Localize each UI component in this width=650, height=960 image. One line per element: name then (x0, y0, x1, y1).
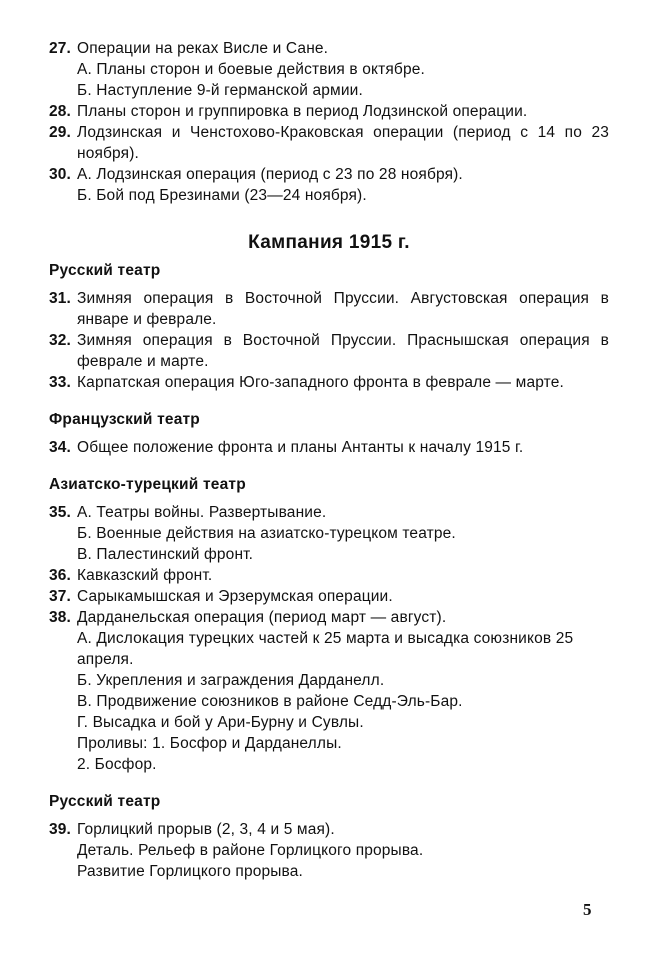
item-number: 32. (49, 332, 71, 349)
list-item-28 (49, 101, 609, 122)
document-page (49, 38, 609, 882)
item-text: Зимняя операция в Восточной Пруссии. Августовская операция в январе и феврале. (77, 290, 609, 328)
sub-item: Развитие Горлицкого прорыва. (77, 863, 303, 880)
item-number: 34. (49, 439, 71, 456)
list-item-33 (49, 372, 609, 393)
items-39 (49, 819, 609, 882)
sub-item: Проливы: 1. Босфор и Дарданеллы. (77, 735, 342, 752)
sub-item: 2. Босфор. (77, 756, 157, 773)
section-title-russian-theater-2: Русский театр (49, 793, 161, 810)
item-text: А. Лодзинская операция (период с 23 по 28 ноября). (77, 166, 463, 183)
item-text: Зимняя операция в Восточной Пруссии. Праснышская операция в феврале и марте. (77, 332, 609, 370)
item-number: 31. (49, 290, 71, 307)
section-title-asian-turkish-theater: Азиатско-турецкий театр (49, 476, 246, 493)
sub-item: Б. Наступление 9-й германской армии. (77, 82, 363, 99)
items-31-33 (49, 288, 609, 393)
item-text: Планы сторон и группировка в период Лодзинской операции. (77, 103, 528, 120)
item-text: Операции на реках Висле и Сане. (77, 40, 329, 57)
list-item-38 (49, 607, 609, 628)
item-number: 35. (49, 504, 71, 521)
list-item-34 (49, 437, 609, 458)
sub-item: Б. Военные действия на азиатско-турецком театре. (77, 525, 456, 542)
list-item-39 (49, 819, 609, 840)
item-number: 28. (49, 103, 71, 120)
item-number: 39. (49, 821, 71, 838)
item-text: Кавказский фронт. (77, 567, 213, 584)
item-number: 36. (49, 567, 71, 584)
sub-item: Б. Укрепления и заграждения Дарданелл. (77, 672, 385, 689)
sub-item: Б. Бой под Брезинами (23—24 ноября). (77, 187, 367, 204)
item-number: 38. (49, 609, 71, 626)
sub-item: А. Планы сторон и боевые действия в октябре. (77, 61, 425, 78)
item-text: А. Театры войны. Развертывание. (77, 504, 327, 521)
items-35-38 (49, 502, 609, 775)
item-number: 33. (49, 374, 71, 391)
sub-item: Деталь. Рельеф в районе Горлицкого прорыва. (77, 842, 424, 859)
list-item-37 (49, 586, 609, 607)
item-number: 29. (49, 124, 71, 141)
item-text: Общее положение фронта и планы Антанты к началу 1915 г. (77, 439, 524, 456)
item-text: Сарыкамышская и Эрзерумская операции. (77, 588, 393, 605)
list-item-29 (49, 122, 609, 164)
sub-item: В. Палестинский фронт. (77, 546, 254, 563)
list-item-27 (49, 38, 609, 59)
item-number: 30. (49, 166, 71, 183)
list-item-31 (49, 288, 609, 330)
item-number: 27. (49, 40, 71, 57)
item-text: Горлицкий прорыв (2, 3, 4 и 5 мая). (77, 821, 335, 838)
sub-item: В. Продвижение союзников в районе Седд-Эль-Бар. (77, 693, 463, 710)
sub-item: Г. Высадка и бой у Ари-Бурну и Сувлы. (77, 714, 364, 731)
section-title-french-theater: Французский театр (49, 411, 200, 428)
list-item-30 (49, 164, 609, 185)
list-item-32 (49, 330, 609, 372)
items-27-30 (49, 38, 609, 206)
item-text: Дарданельская операция (период март — август). (77, 609, 447, 626)
section-title-russian-theater: Русский театр (49, 262, 161, 279)
page-number: 5 (583, 900, 592, 919)
campaign-title: Кампания 1915 г. (248, 232, 410, 253)
list-item-36 (49, 565, 609, 586)
items-34 (49, 437, 609, 458)
item-number: 37. (49, 588, 71, 605)
item-text: Лодзинская и Ченстохово-Краковская операции (период с 14 по 23 ноября). (77, 124, 609, 162)
list-item-35 (49, 502, 609, 523)
sub-item: А. Дислокация турецких частей к 25 марта и высадка союзников 25 апреля. (77, 630, 574, 668)
item-text: Карпатская операция Юго-западного фронта в феврале — марте. (77, 374, 564, 391)
